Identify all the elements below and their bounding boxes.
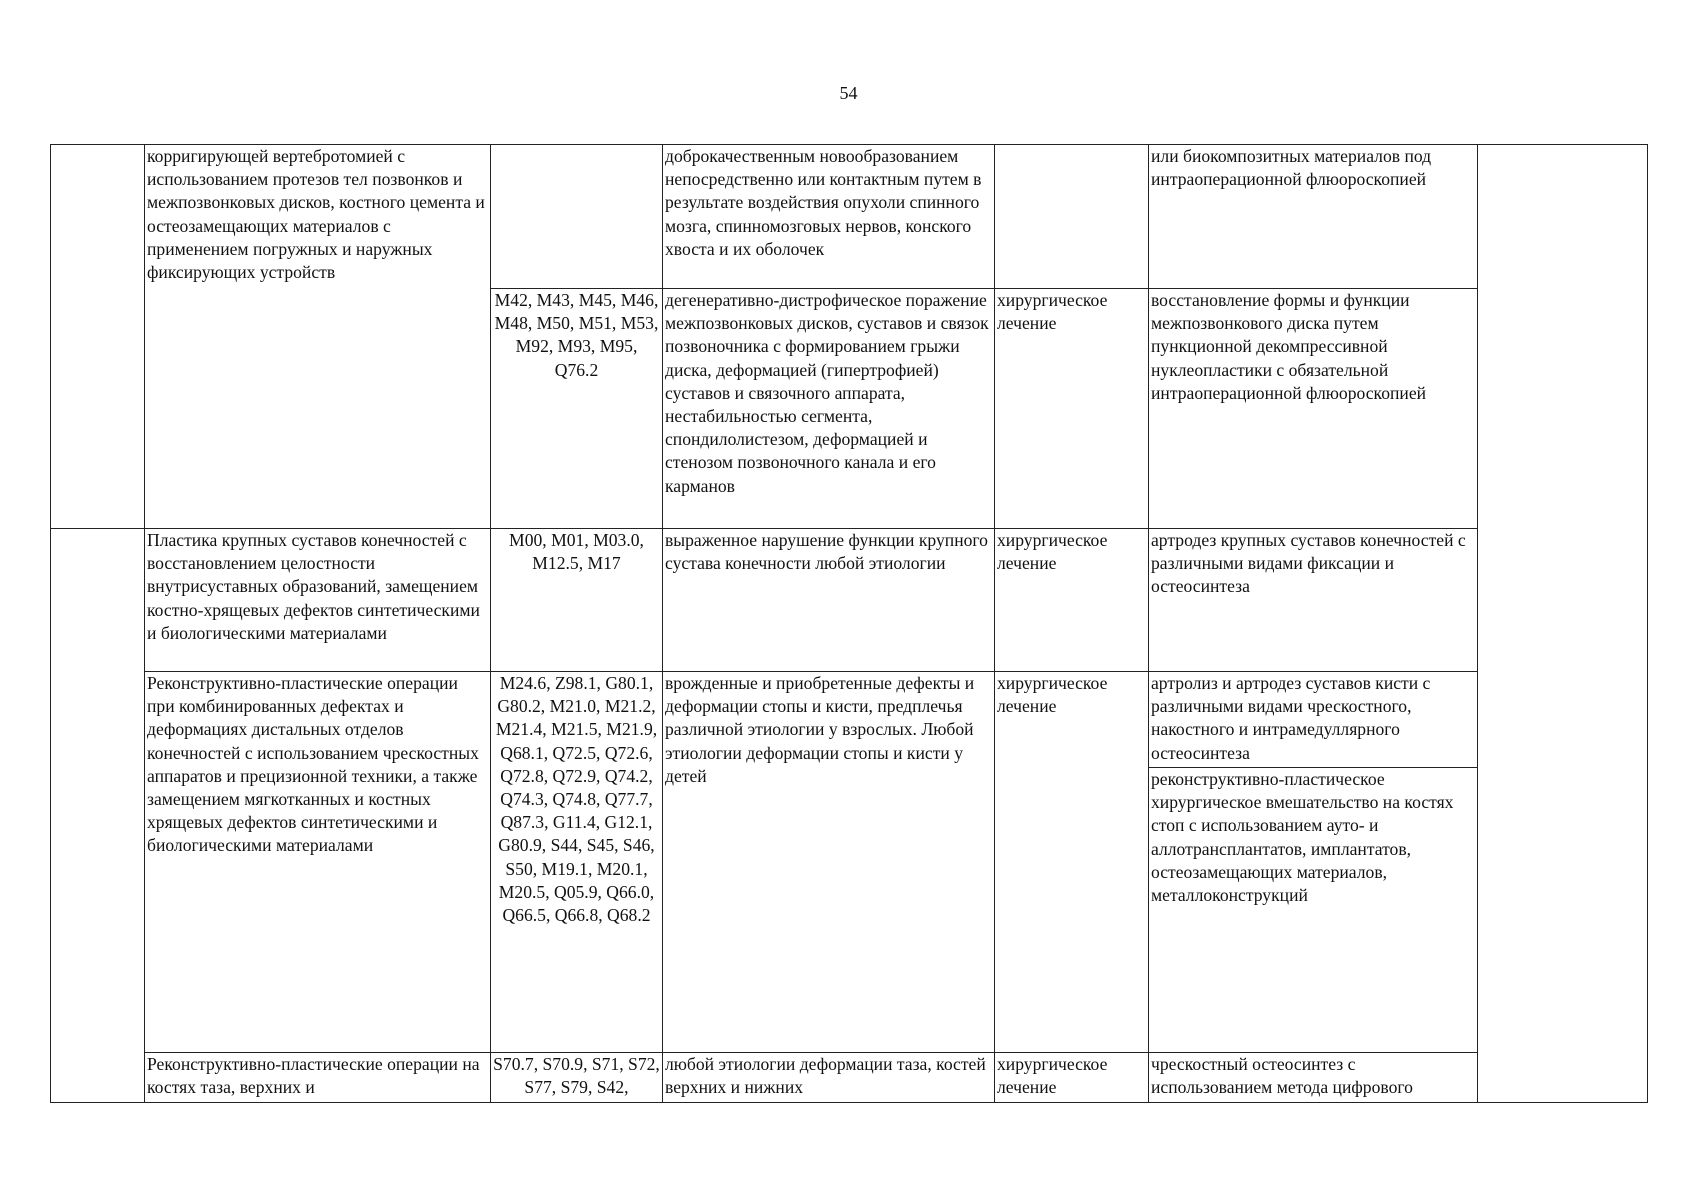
procedures-table: [50, 144, 1648, 1103]
treatment-type-cell: хирургическое лечение: [995, 672, 1149, 1053]
treatment-type-cell: [995, 145, 1149, 289]
procedure-name-cell: Реконструктивно-пластические операции при комбинированных дефектах и деформациях дистальных отделов конечностей с использованием чрескостных аппаратов и прецизионной техники, а также замещением мягкотканных и костных хрящевых дефектов синтетическими и биологическими материалами: [145, 672, 491, 1053]
last-column-cell: [1478, 145, 1648, 1103]
table-row: [51, 529, 1648, 672]
treatment-type-cell: хирургическое лечение: [995, 1053, 1149, 1103]
codes-cell: [491, 145, 663, 289]
treatment-type-cell: хирургическое лечение: [995, 529, 1149, 672]
treatment-type-cell: хирургическое лечение: [995, 289, 1149, 529]
procedure-name-cell: корригирующей вертебротомией с использованием протезов тел позвонков и межпозвонковых дисков, костного цемента и остеозамещающих материалов с применением погружных и наружных фиксирующих устройств: [145, 145, 491, 529]
codes-cell: M42, M43, M45, M46, M48, M50, M51, M53, M92, M93, M95, Q76.2: [491, 289, 663, 529]
page-number: 54: [839, 83, 858, 103]
table-row: [51, 1053, 1648, 1103]
procedure-name-cell: Пластика крупных суставов конечностей с восстановлением целостности внутрисуставных образований, замещением костно-хрящевых дефектов синтетическими и биологическими материалами: [145, 529, 491, 672]
patient-model-cell: любой этиологии деформации таза, костей верхних и нижних: [663, 1053, 995, 1103]
table-row: [51, 672, 1648, 768]
patient-model-cell: выраженное нарушение функции крупного сустава конечности любой этиологии: [663, 529, 995, 672]
patient-model-cell: дегенеративно-дистрофическое поражение межпозвонковых дисков, суставов и связок позвоночника с формированием грыжи диска, деформацией (гипертрофией) суставов и связочного аппарата, нестабильностью сегмента, спондилолистезом, деформацией и стенозом позвоночного канала и его карманов: [663, 289, 995, 529]
codes-cell: S70.7, S70.9, S71, S72, S77, S79, S42,: [491, 1053, 663, 1103]
treatment-method-cell: восстановление формы и функции межпозвонкового диска путем пункционной декомпрессивной нуклеопластики с обязательной интраоперационной флюороскопией: [1149, 289, 1478, 529]
codes-cell: M24.6, Z98.1, G80.1, G80.2, M21.0, M21.2, M21.4, M21.5, M21.9, Q68.1, Q72.5, Q72.6, Q72.8, Q72.9, Q74.2, Q74.3, Q74.8, Q77.7, Q87.3, G11.4, G12.1, G80.9, S44, S45, S46, S50, M19.1, M20.1, M20.5, Q05.9, Q66.0, Q66.5, Q66.8, Q68.2: [491, 672, 663, 1053]
treatment-method-cell: чрескостный остеосинтез с использованием метода цифрового: [1149, 1053, 1478, 1103]
codes-cell: M00, M01, M03.0, M12.5, M17: [491, 529, 663, 672]
treatment-method-cell: реконструктивно-пластическое хирургическое вмешательство на костях стоп с использованием ауто- и аллотрансплантатов, имплантатов, остеозамещающих материалов, металлоконструкций: [1149, 768, 1478, 1053]
table-row: [51, 145, 1648, 289]
index-cell: [51, 145, 145, 529]
index-cell: [51, 529, 145, 1103]
procedure-name-cell: Реконструктивно-пластические операции на костях таза, верхних и: [145, 1053, 491, 1103]
treatment-method-cell: или биокомпозитных материалов под интраоперационной флюороскопией: [1149, 145, 1478, 289]
patient-model-cell: доброкачественным новообразованием непосредственно или контактным путем в результате воздействия опухоли спинного мозга, спинномозговых нервов, конского хвоста и их оболочек: [663, 145, 995, 289]
treatment-method-cell: артролиз и артродез суставов кисти с различными видами чрескостного, накостного и интрамедуллярного остеосинтеза: [1149, 672, 1478, 768]
patient-model-cell: врожденные и приобретенные дефекты и деформации стопы и кисти, предплечья различной этиологии у взрослых. Любой этиологии деформации стопы и кисти у детей: [663, 672, 995, 1053]
treatment-method-cell: артродез крупных суставов конечностей с различными видами фиксации и остеосинтеза: [1149, 529, 1478, 672]
